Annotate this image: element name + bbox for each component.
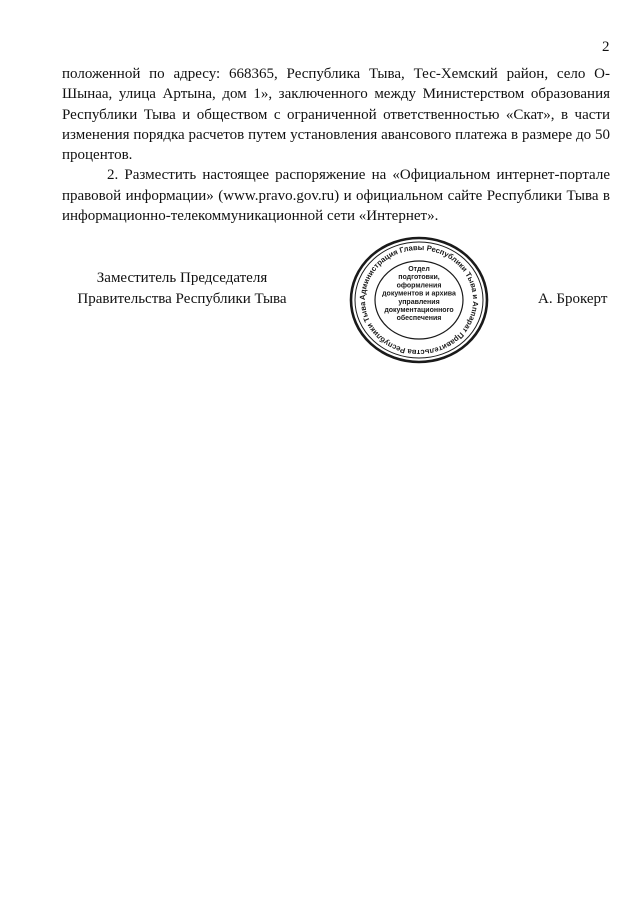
official-seal-graphic xyxy=(348,235,490,365)
signer-position-line-1: Заместитель Председателя xyxy=(96,270,268,286)
seal-center-line: подготовки, xyxy=(398,274,440,282)
paragraph-publication: 2. Разместить настоящее распоряжение на «Официальном интернет-портале правовой информации» (www.pravo.gov.ru) и официальном сайте Республики Тыва в информационно-телекоммуникационной сети «Интернет». xyxy=(62,167,610,225)
official-seal xyxy=(348,235,490,365)
signer-name: А. Брокерт xyxy=(538,291,608,307)
seal-center-text xyxy=(382,266,456,322)
seal-center-line: документов и архива xyxy=(382,290,456,298)
seal-center-line: документационного xyxy=(384,307,454,314)
document-body xyxy=(62,64,610,226)
signer-position-line-2: Правительства Республики Тыва xyxy=(77,290,287,307)
paragraph-continued: положенной по адресу: 668365, Республика Тыва, Тес-Хемский район, село О-Шынаа, улица Артына, дом 1», заключенного между Министерством образования Республики Тыва и обществом с ограниченной ответственностью «Скат», в части изменения порядка расчетов путем установления авансового платежа в размере до 50 процентов. xyxy=(62,66,610,164)
seal-center-line: оформления xyxy=(396,282,442,290)
seal-center-line: обеспечения xyxy=(396,315,442,323)
seal-center-line: Отдел xyxy=(408,266,430,273)
signer-position xyxy=(62,268,302,309)
page-number: 2 xyxy=(602,39,610,55)
seal-center-line: управления xyxy=(398,298,440,306)
seal-ring-text: Администрация Главы Республики Тыва и Аппарат Правительства Республики Тыва xyxy=(357,242,481,358)
